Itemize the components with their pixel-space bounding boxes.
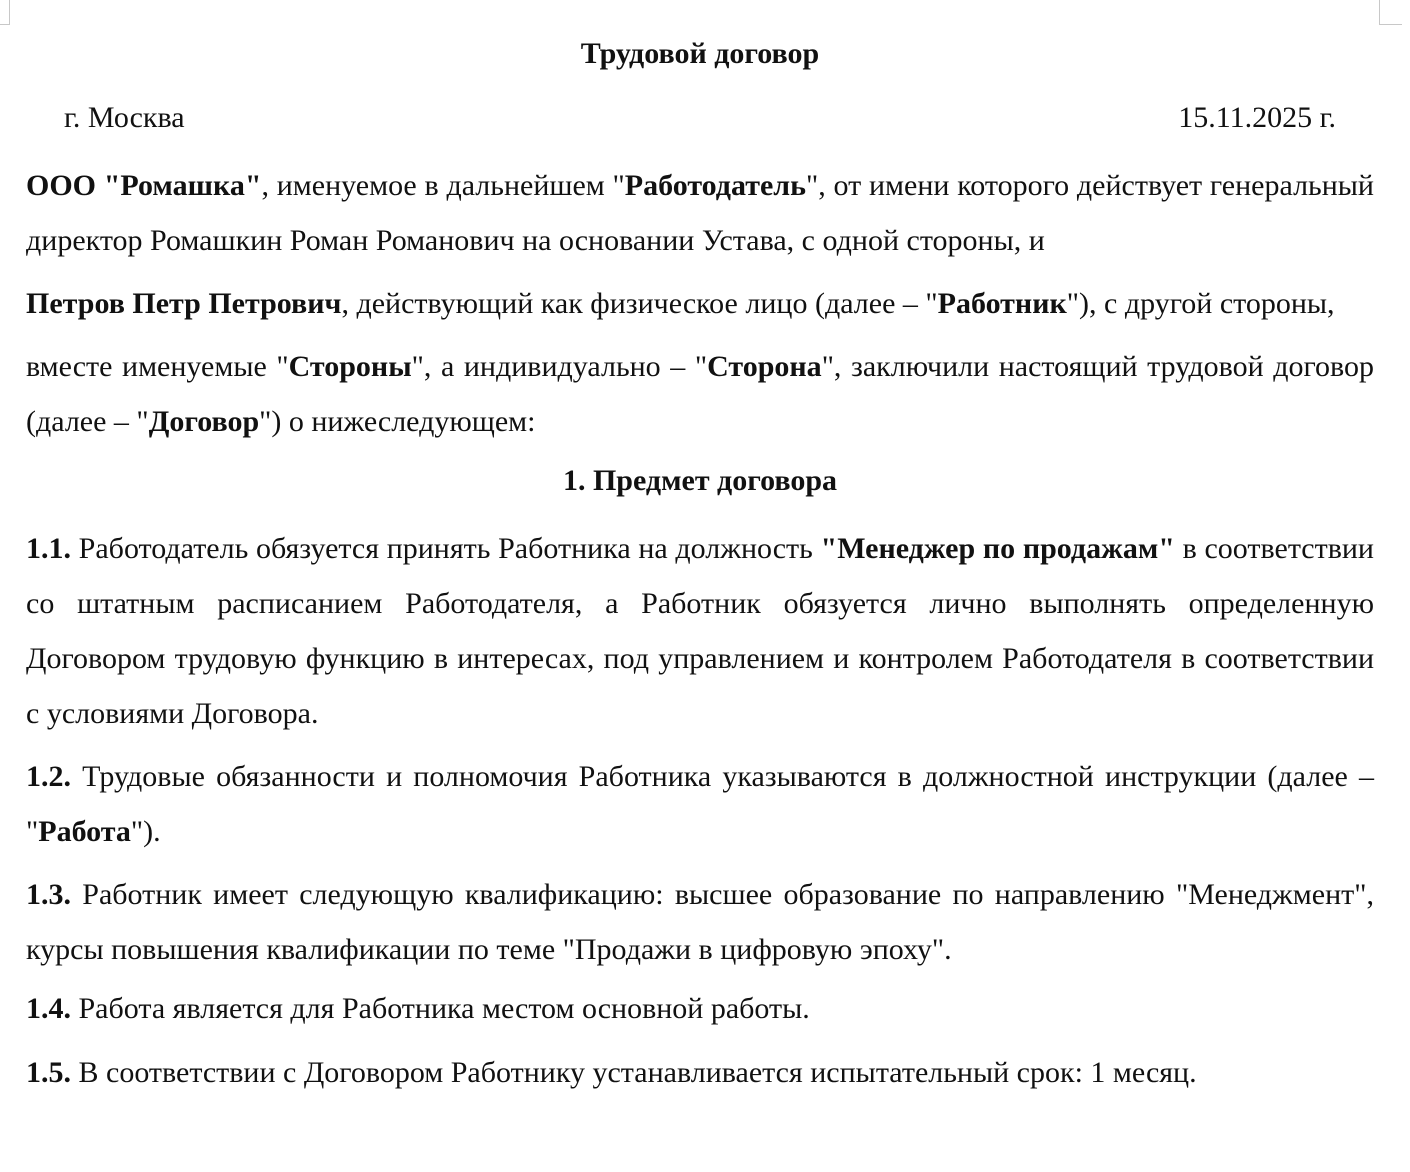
text-fragment: Работодатель обязуется принять Работника на должность (71, 532, 821, 565)
company-name: ООО "Ромашка" (26, 169, 262, 202)
place-date-line (26, 94, 1374, 142)
party-employee-paragraph (26, 276, 1374, 331)
employer-term: Работодатель (624, 169, 806, 202)
text-fragment: ", заключили настоящий трудовой договор (далее – " (26, 350, 1374, 438)
text-fragment: , действующий как физическое лицо (далее – " (341, 287, 938, 320)
clause-1-3 (26, 867, 1374, 977)
text-fragment: Трудовые обязанности и полномочия Работника указываются в должностной инструкции (далее – " (26, 760, 1374, 848)
employee-term: Работник (937, 287, 1067, 320)
clause-number: 1.5. (26, 1056, 71, 1089)
text-fragment: В соответствии с Договором Работнику устанавливается испытательный срок: 1 месяц. (71, 1056, 1197, 1089)
page-corner-marker-left (0, 0, 10, 25)
clause-1-1 (26, 521, 1374, 741)
text-fragment: ", от имени которого действует генеральный директор Ромашкин Роман Романович на основании Устава, с одной стороны, и (26, 169, 1374, 257)
text-fragment: , именуемое в дальнейшем " (261, 169, 625, 202)
clause-number: 1.4. (26, 992, 71, 1025)
clause-number: 1.2. (26, 760, 71, 793)
document-page (26, 30, 1374, 1113)
employee-name: Петров Петр Петрович (26, 287, 342, 320)
position-title: "Менеджер по продажам" (820, 532, 1175, 565)
work-term: Работа (38, 815, 131, 848)
clause-1-5 (26, 1049, 1374, 1097)
party-term: Сторона (707, 350, 822, 383)
text-fragment: ") о нижеследующем: (259, 405, 536, 438)
date: 15.11.2025 г. (1178, 101, 1336, 134)
text-fragment: "). (130, 815, 161, 848)
text-fragment: Работа является для Работника местом основной работы. (71, 992, 810, 1025)
party-employer-paragraph (26, 158, 1374, 268)
parties-term: Стороны (288, 350, 412, 383)
text-fragment: "), с другой стороны, (1066, 287, 1335, 320)
clause-1-4 (26, 985, 1374, 1033)
text-fragment: ", а индивидуально – " (411, 350, 708, 383)
section-heading: 1. Предмет договора (562, 464, 838, 497)
contract-term: Договор (148, 405, 260, 438)
page-corner-marker-right (1379, 0, 1402, 25)
clause-number: 1.1. (26, 532, 71, 565)
city: г. Москва (64, 101, 185, 134)
parties-definition-paragraph (26, 339, 1374, 449)
clause-1-2 (26, 749, 1374, 859)
text-fragment: Работник имеет следующую квалификацию: высшее образование по направлению "Менеджмент", курсы повышения квалификации по теме "Продажи в цифровую эпоху". (26, 878, 1374, 966)
text-fragment: в соответствии со штатным расписанием Работодателя, а Работник обязуется лично выполнять определенную Договором трудовую функцию в интересах, под управлением и контролем Работодателя в соответствии с условиями Договора. (26, 532, 1374, 730)
document-title: Трудовой договор (580, 37, 820, 70)
text-fragment: вместе именуемые " (26, 350, 289, 383)
clause-number: 1.3. (26, 878, 71, 911)
